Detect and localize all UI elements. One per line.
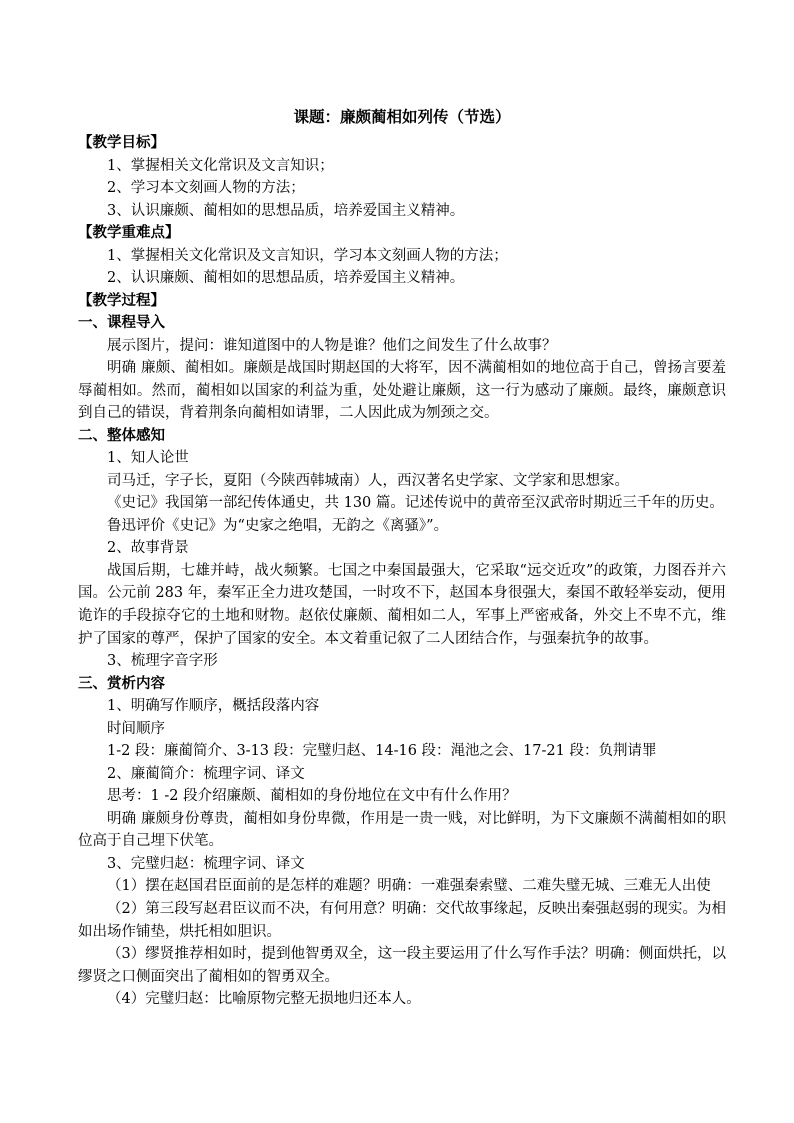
- document-page: [78, 102, 726, 1011]
- question-paragraph: （2）第三段写赵君臣议而不决，有何用意？明确：交代故事缘起，反映出秦强赵弱的现实。为相如出场作铺垫，烘托相如胆识。: [78, 901, 726, 940]
- keypoint-item: 1、掌握相关文化常识及文言知识，学习本文刻画人物的方法；: [107, 247, 508, 264]
- section-heading: 【教学重难点】: [78, 224, 180, 241]
- body-paragraph: 战国后期，七雄并峙，战火频繁。七国之中秦国最强大，它采取“远交近攻”的政策，力图吞并六国。公元前 283 年，秦军正全力进攻楚国，一时攻不下，赵国本身很强大，秦国不敢轻举妄动，便用诡诈的手段掠夺它的土地和财物。赵依仗廉颇、蔺相如二人，军事上严密戒备，外交上不卑不亢，维护了国家的尊严，保护了国家的安全。本文着重记叙了二人团结合作，与强秦抗争的故事。: [78, 562, 726, 647]
- body-line: 司马迁，字子长，夏阳（今陕西韩城南）人，西汉著名史学家、文学家和思想家。: [107, 472, 629, 489]
- subheading: 2、廉蔺简介：梳理字词、译文: [107, 765, 305, 782]
- objective-item: 2、学习本文刻画人物的方法；: [107, 180, 305, 196]
- part-heading: 一、课程导入: [78, 314, 165, 331]
- body-paragraph: 明确 廉颇、蔺相如。廉颇是战国时期赵国的大将军，因不满蔺相如的地位高于自己，曾扬言要羞辱蔺相如。然而，蔺相如以国家的利益为重，处处避让廉颇，这一行为感动了廉颇。最终，廉颇意识到自己的错误，背着荆条向蔺相如请罪，二人因此成为刎颈之交。: [78, 360, 726, 422]
- body-line: 1-2 段：廉蔺简介、3-13 段：完璧归赵、14-16 段：渑池之会、17-21 段：负荆请罪: [107, 743, 657, 760]
- body-line: 展示图片，提问：谁知道图中的人物是谁？他们之间发生了什么故事？: [107, 337, 557, 354]
- question-paragraph: （3）缪贤推荐相如时，提到他智勇双全，这一段主要运用了什么写作手法？明确：侧面烘托，以缪贤之口侧面突出了蔺相如的智勇双全。: [78, 946, 726, 985]
- body-paragraph: 明确 廉颇身份尊贵，蔺相如身份卑微，作用是一贵一贱，对比鲜明，为下文廉颇不满蔺相如的职位高于自己埋下伏笔。: [78, 810, 726, 850]
- keypoint-item: 2、认识廉颇、蔺相如的思想品质，培养爱国主义精神。: [107, 270, 465, 286]
- subheading: 3、梳理字音字形: [107, 653, 218, 670]
- page-title: 课题：廉颇蔺相如列传（节选）: [293, 107, 511, 126]
- section-heading: 【教学目标】: [78, 134, 165, 151]
- body-paragraph: 《史记》我国第一部纪传体通史，共 130 篇。记述传说中的黄帝至汉武帝时期近三千年的历史。: [107, 495, 724, 512]
- subheading: 2、故事背景: [107, 540, 189, 557]
- question-paragraph: （1）摆在赵国君臣面前的是怎样的难题？明确：一难强秦索璧、二难失璧无城、三难无人出使: [107, 878, 711, 895]
- part-heading: 三、赏析内容: [78, 674, 165, 692]
- body-line: 鲁迅评价《史记》为“史家之绝唱，无韵之《离骚》”。: [107, 517, 449, 534]
- section-heading: 【教学过程】: [78, 291, 165, 309]
- subheading: 1、明确写作顺序，概括段落内容: [107, 698, 320, 715]
- objective-item: 3、认识廉颇、蔺相如的思想品质，培养爱国主义精神。: [107, 202, 465, 219]
- body-line: （4）完璧归赵：比喻原物完整无损地归还本人。: [107, 991, 421, 1008]
- subheading: 3、完璧归赵：梳理字词、译文: [107, 855, 305, 872]
- document-body: [78, 132, 726, 1011]
- body-line: 时间顺序: [107, 720, 165, 737]
- objective-item: 1、掌握相关文化常识及文言知识；: [107, 157, 334, 174]
- subheading: 1、知人论世: [107, 450, 189, 467]
- body-line: 思考：1 -2 段介绍廉颇、蔺相如的身份地位在文中有什么作用？: [107, 788, 517, 805]
- part-heading: 二、整体感知: [78, 426, 165, 444]
